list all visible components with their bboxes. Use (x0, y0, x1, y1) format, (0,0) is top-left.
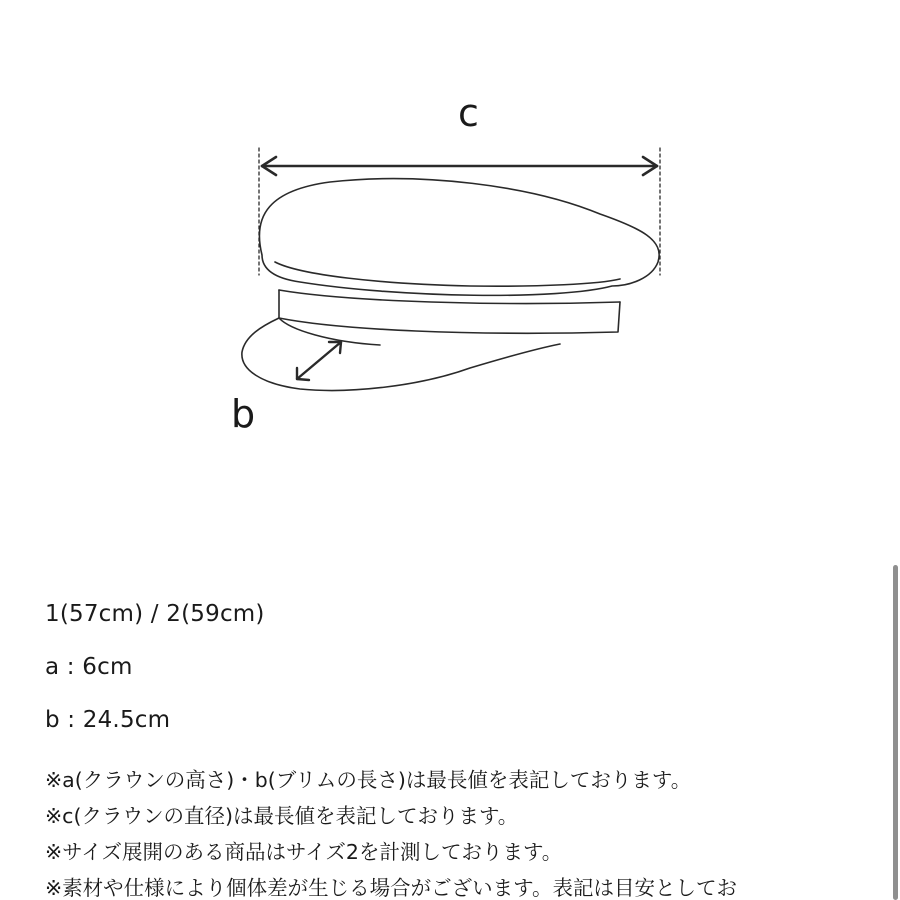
size-specs (45, 600, 865, 734)
note-line: ※c(クラウンの直径)は最長値を表記しております。 (45, 804, 519, 828)
spec-b: b : 24.5cm (45, 707, 171, 733)
dimension-b-label: b (231, 392, 256, 436)
note-line: ※素材や仕様により個体差が生じる場合がございます。表記は目安としてお (45, 876, 738, 900)
size-options: 1(57cm) / 2(59cm) (45, 601, 265, 627)
note-line: ※サイズ展開のある商品はサイズ2を計測しております。 (45, 840, 563, 864)
cap-brim (242, 318, 560, 390)
cap-crown (259, 179, 659, 296)
dimension-c-label: c (458, 91, 479, 135)
note-line: ※a(クラウンの高さ)・b(ブリムの長さ)は最長値を表記しております。 (45, 768, 692, 792)
spec-a: a : 6cm (45, 654, 133, 680)
cap-crown-seam (275, 262, 620, 286)
measurement-notes (45, 768, 875, 900)
dimension-c-arrow (262, 157, 657, 175)
scrollbar[interactable] (891, 0, 900, 900)
scrollbar-thumb[interactable] (893, 565, 898, 900)
dimension-b-arrow (297, 342, 341, 380)
